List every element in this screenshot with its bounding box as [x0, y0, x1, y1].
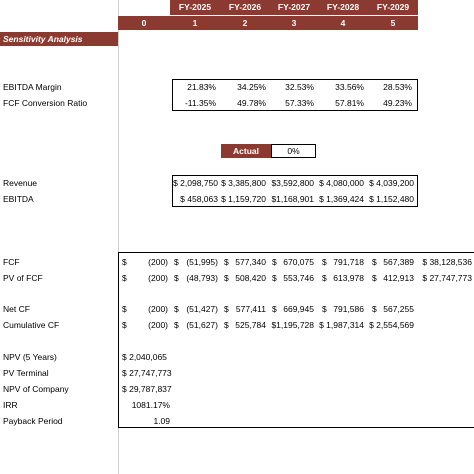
revenue-cell: $ 4,039,200 — [369, 178, 414, 188]
irr-label: IRR — [3, 400, 18, 410]
cumulative-cf-cell: 525,784 — [235, 320, 266, 330]
fcf-conversion-cell[interactable]: 57.33% — [285, 98, 314, 108]
actual-value-input[interactable]: 0% — [271, 144, 316, 158]
net-cf-cell: 577,411 — [235, 304, 266, 314]
payback-value: 1.09 — [153, 416, 170, 426]
ebitda-margin-label: EBITDA Margin — [3, 82, 62, 92]
currency-symbol: $ — [272, 304, 277, 314]
fcf-label: FCF — [3, 257, 20, 267]
fcf-conversion-cell[interactable]: 49.23% — [383, 98, 412, 108]
fcf-cell: (51,995) — [186, 257, 218, 267]
npv-value: $ 2,040,065 — [122, 352, 167, 362]
npv-company-label: NPV of Company — [3, 384, 69, 394]
revenue-label: Revenue — [3, 178, 38, 188]
section-title: Sensitivity Analysis — [0, 32, 118, 46]
fy-header-3: FY-2027 — [270, 0, 318, 15]
ebitda-cell: $ 1,159,720 — [221, 194, 266, 204]
fcf-cell: (200) — [148, 257, 168, 267]
fcf-conversion-cell[interactable]: 57.81% — [335, 98, 364, 108]
ebitda-cell: $ 1,152,480 — [369, 194, 414, 204]
currency-symbol: $ — [174, 273, 179, 283]
net-cf-cell: 669,945 — [283, 304, 314, 314]
currency-symbol: $ — [322, 273, 327, 283]
fcf-conversion-cell[interactable]: -11.35% — [184, 98, 216, 108]
currency-symbol: $ — [322, 304, 327, 314]
ebitda-cell: $ 458,063 — [180, 194, 218, 204]
pv-fcf-cell: 553,746 — [283, 273, 314, 283]
currency-symbol: $ — [224, 304, 229, 314]
currency-symbol: $ — [174, 257, 179, 267]
npv-company-value: $ 29,787,837 — [122, 384, 172, 394]
pv-fcf-cell: 508,420 — [235, 273, 266, 283]
cumulative-cf-cell: $ 1,987,314 — [319, 320, 364, 330]
fcf-terminal-cell: $ 38,128,536 — [422, 257, 472, 267]
cumulative-cf-cell: $1,195,728 — [271, 320, 314, 330]
currency-symbol: $ — [372, 273, 377, 283]
ebitda-label: EBITDA — [3, 194, 34, 204]
currency-symbol: $ — [224, 257, 229, 267]
ebitda-margin-cell[interactable]: 33.56% — [335, 82, 364, 92]
net-cf-label: Net CF — [3, 304, 30, 314]
pv-terminal-value: $ 27,747,773 — [122, 368, 172, 378]
fy-header-5: FY-2029 — [368, 0, 418, 15]
revenue-cell: $3,592,800 — [271, 178, 314, 188]
period-index-3: 3 — [270, 16, 318, 30]
ebitda-margin-cell[interactable]: 34.25% — [237, 82, 266, 92]
fcf-cell: 577,340 — [235, 257, 266, 267]
net-cf-cell: (51,427) — [186, 304, 218, 314]
fcf-cell: 791,718 — [333, 257, 364, 267]
period-index-0: 0 — [118, 16, 170, 30]
fy-header-2: FY-2026 — [220, 0, 270, 15]
fcf-cell: 670,075 — [283, 257, 314, 267]
npv-label: NPV (5 Years) — [3, 352, 57, 362]
pv-fcf-cell: 412,913 — [383, 273, 414, 283]
pv-fcf-cell: (200) — [148, 273, 168, 283]
pv-terminal-label: PV Terminal — [3, 368, 49, 378]
fy-header-4: FY-2028 — [318, 0, 368, 15]
currency-symbol: $ — [272, 257, 277, 267]
cumulative-cf-label: Cumulative CF — [3, 320, 60, 330]
ebitda-margin-cell[interactable]: 21.83% — [187, 82, 216, 92]
net-cf-cell: 791,586 — [333, 304, 364, 314]
fcf-cell: 567,389 — [383, 257, 414, 267]
revenue-cell: $ 2,098,750 — [173, 178, 218, 188]
currency-symbol: $ — [372, 304, 377, 314]
currency-symbol: $ — [224, 320, 229, 330]
ebitda-cell: $ 1,369,424 — [319, 194, 364, 204]
currency-symbol: $ — [174, 320, 179, 330]
currency-symbol: $ — [174, 304, 179, 314]
ebitda-margin-cell[interactable]: 32.53% — [285, 82, 314, 92]
pv-fcf-terminal-cell: $ 27,747,773 — [422, 273, 472, 283]
period-index-5: 5 — [368, 16, 418, 30]
pv-fcf-cell: (48,793) — [186, 273, 218, 283]
payback-label: Payback Period — [3, 416, 63, 426]
ebitda-margin-cell[interactable]: 28.53% — [383, 82, 412, 92]
period-index-1: 1 — [170, 16, 220, 30]
currency-symbol: $ — [122, 304, 127, 314]
actual-label: Actual — [221, 144, 271, 158]
pv-fcf-label: PV of FCF — [3, 273, 43, 283]
cumulative-cf-cell: $ 2,554,569 — [369, 320, 414, 330]
currency-symbol: $ — [272, 273, 277, 283]
ebitda-cell: $1,168,901 — [271, 194, 314, 204]
currency-symbol: $ — [224, 273, 229, 283]
fcf-conversion-label: FCF Conversion Ratio — [3, 98, 88, 108]
revenue-cell: $ 3,385,800 — [221, 178, 266, 188]
net-cf-cell: (200) — [148, 304, 168, 314]
revenue-cell: $ 4,080,000 — [319, 178, 364, 188]
cumulative-cf-cell: (51,627) — [186, 320, 218, 330]
fy-header-1: FY-2025 — [170, 0, 220, 15]
currency-symbol: $ — [122, 273, 127, 283]
currency-symbol: $ — [122, 320, 127, 330]
cumulative-cf-cell: (200) — [148, 320, 168, 330]
currency-symbol: $ — [372, 257, 377, 267]
fcf-conversion-cell[interactable]: 49.78% — [237, 98, 266, 108]
currency-symbol: $ — [322, 257, 327, 267]
irr-value: 1081.17% — [131, 400, 170, 410]
period-index-4: 4 — [318, 16, 368, 30]
period-index-2: 2 — [220, 16, 270, 30]
pv-fcf-cell: 613,978 — [333, 273, 364, 283]
net-cf-cell: 567,255 — [383, 304, 414, 314]
currency-symbol: $ — [122, 257, 127, 267]
